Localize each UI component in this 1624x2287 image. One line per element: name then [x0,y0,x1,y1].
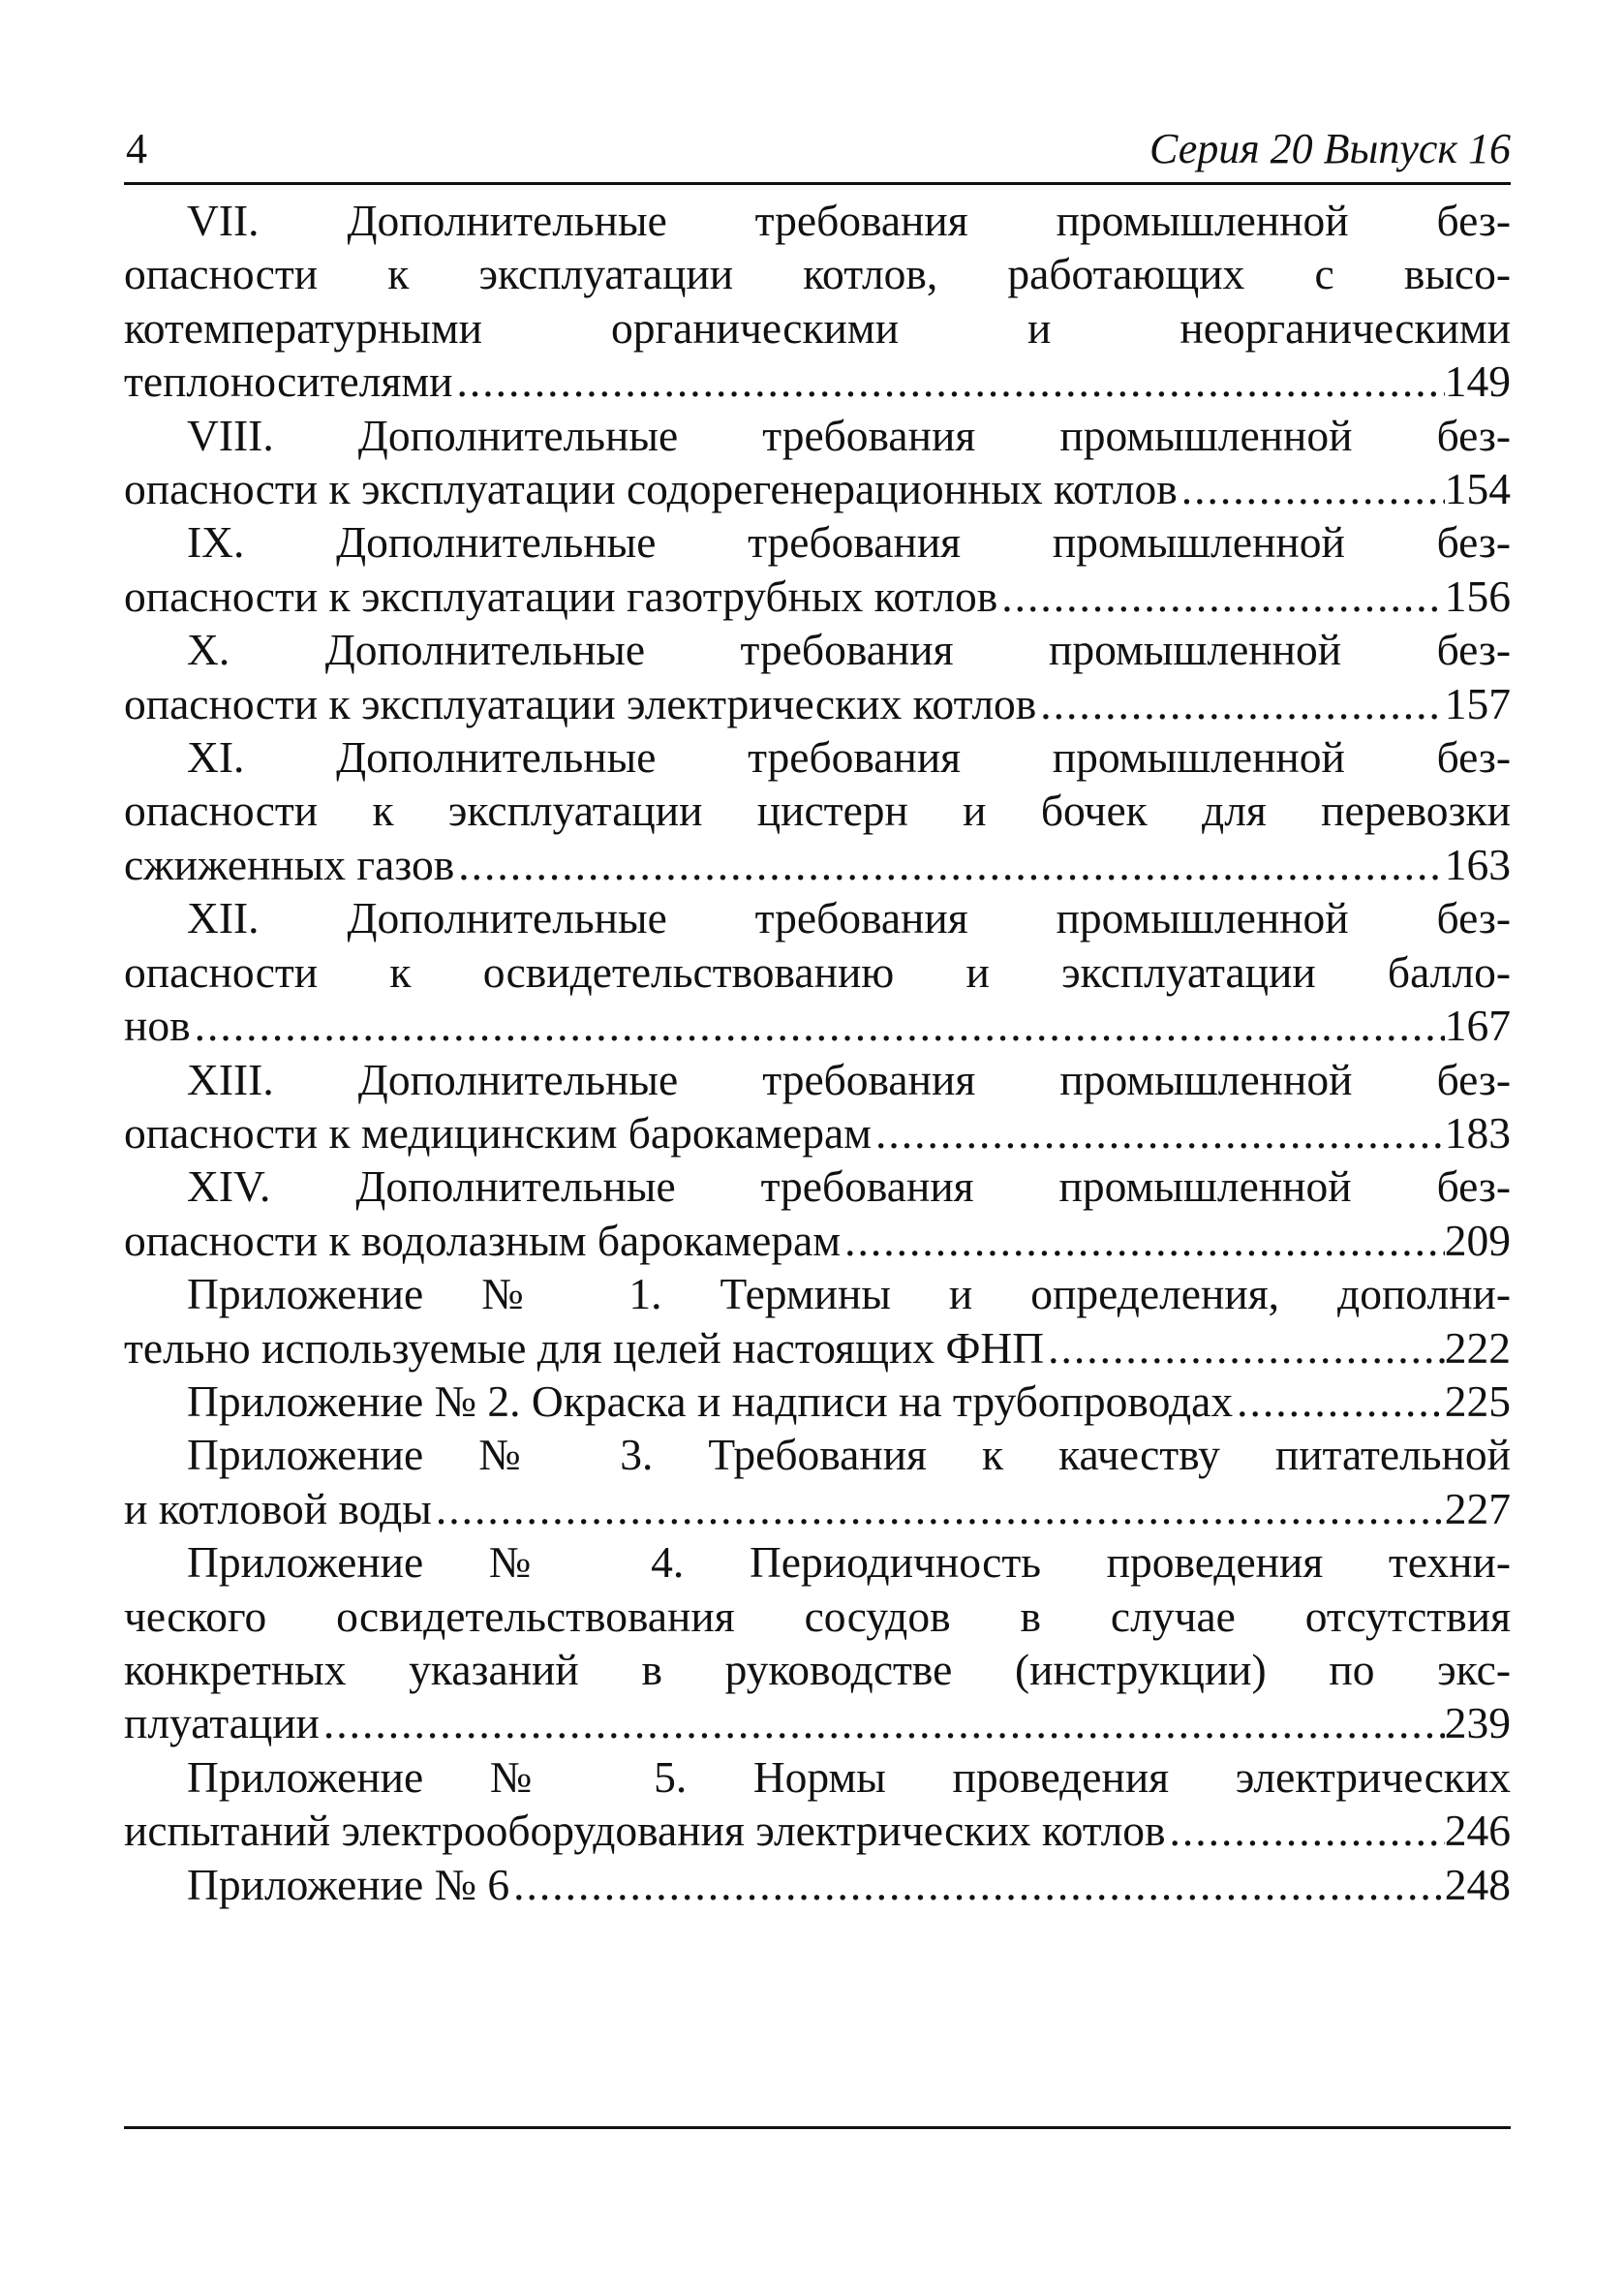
toc-page-number: 156 [1444,571,1511,621]
toc-entry-title-end: теплоносителями [124,356,453,407]
toc-entry-title-end: сжиженных газов [124,839,455,889]
toc-entry-last-line [124,1321,1511,1375]
dot-leader [1044,1321,1445,1375]
toc-entry-line: X. Дополнительные требования промышленной без- [187,625,1511,675]
toc-entry-title-end: нов [124,1001,191,1051]
toc-page-number: 248 [1444,1859,1511,1909]
toc-entry-line: XIV. Дополнительные требования промышленной без- [187,1161,1511,1212]
toc-entry-line: Приложение № 5. Нормы проведения электрических [187,1751,1511,1802]
toc-page-number: 154 [1444,464,1511,514]
toc-page-number: 239 [1444,1698,1511,1748]
toc-entry [124,194,1511,409]
toc-entry-last-line [124,1804,1511,1857]
toc-entry [124,409,1511,516]
toc-entry-last-line [124,1858,1511,1911]
dot-leader [997,570,1444,623]
toc-entry-title-end: испытаний электрооборудования электрических котлов [124,1806,1166,1856]
dot-leader [1233,1375,1445,1428]
toc-page-number: 167 [1444,1001,1511,1051]
page-number: 4 [126,125,147,172]
toc-entry [124,623,1511,730]
table-of-contents [124,194,1511,1911]
toc-entry [124,1267,1511,1375]
dot-leader [1178,462,1445,515]
dot-leader [1036,677,1444,730]
toc-entry-last-line [124,1482,1511,1535]
toc-entry-title-end: тельно используемые для целей настоящих ФНП [124,1322,1045,1373]
toc-entry [124,891,1511,1052]
dot-leader [872,1106,1445,1159]
toc-page-number: 246 [1444,1806,1511,1856]
toc-entry-last-line [124,838,1511,891]
toc-entry-last-line [124,1696,1511,1749]
toc-entry-title-end: Приложение № 2. Окраска и надписи на трубопроводах [187,1375,1234,1426]
running-head: Серия 20 Выпуск 16 [1149,125,1511,172]
toc-entry-line: XI. Дополнительные требования промышленной без- [187,732,1511,783]
dot-leader [432,1482,1445,1535]
dot-leader [191,999,1445,1052]
toc-entry-title-end: и котловой воды [124,1483,432,1533]
toc-entry [124,1053,1511,1160]
toc-entry-line: Приложение № 4. Периодичность проведения техни- [187,1537,1511,1588]
toc-entry-title-end: опасности к эксплуатации электрических котлов [124,678,1037,728]
toc-entry-line: VII. Дополнительные требования промышленной без- [187,196,1511,245]
toc-entry-line: Приложение № 3. Требования к качеству питательной [187,1430,1511,1480]
toc-entry-line: котемпературными органическими и неорганическими [124,302,1511,353]
dot-leader [841,1214,1445,1267]
toc-entry-line: опасности к освидетельствованию и эксплуатации балло- [124,946,1511,997]
toc-entry-title-end: плуатации [124,1698,320,1748]
toc-entry [124,1375,1511,1428]
toc-entry-last-line [124,1375,1511,1428]
page-header [124,118,1511,185]
toc-entry-line: опасности к эксплуатации цистерн и бочек для перевозки [124,786,1511,836]
toc-entry-title-end: опасности к медицинским барокамерам [124,1107,872,1158]
toc-entry [124,1858,1511,1911]
toc-entry-line: конкретных указаний в руководстве (инструкции) по экс- [124,1644,1511,1694]
toc-entry-title-end: опасности к эксплуатации газотрубных котлов [124,571,998,621]
toc-page-number: 157 [1444,678,1511,728]
toc-entry-line: XII. Дополнительные требования промышленной без- [187,893,1511,943]
toc-entry-last-line [124,462,1511,515]
toc-entry-last-line [124,1106,1511,1159]
toc-entry-line: IX. Дополнительные требования промышленной без- [187,517,1511,568]
dot-leader [454,838,1445,891]
toc-page-number: 222 [1444,1322,1511,1373]
toc-entry-title-end: Приложение № 6 [187,1859,510,1909]
toc-entry-last-line [124,677,1511,730]
bottom-rule [124,2126,1511,2129]
dot-leader [320,1696,1445,1749]
toc-entry-title-end: опасности к эксплуатации содорегенерационных котлов [124,464,1178,514]
toc-page-number: 163 [1444,839,1511,889]
toc-entry [124,730,1511,891]
toc-entry [124,1535,1511,1750]
dot-leader [509,1858,1445,1911]
toc-entry [124,1428,1511,1535]
toc-entry-line: Приложение № 1. Термины и определения, дополни- [187,1269,1511,1319]
toc-entry-line: VIII. Дополнительные требования промышленной без- [187,410,1511,460]
toc-entry-last-line [124,999,1511,1052]
toc-page-number: 209 [1444,1215,1511,1265]
toc-entry-line: ческого освидетельствования сосудов в случае отсутствия [124,1591,1511,1641]
toc-page-number: 227 [1444,1483,1511,1533]
dot-leader [1166,1804,1445,1857]
toc-entry [124,515,1511,623]
toc-page-number: 225 [1444,1375,1511,1426]
toc-entry [124,1750,1511,1858]
toc-page-number: 183 [1444,1107,1511,1158]
toc-entry [124,1159,1511,1267]
toc-entry-line: XIII. Дополнительные требования промышленной без- [187,1054,1511,1104]
toc-entry-last-line [124,355,1511,408]
toc-entry-last-line [124,570,1511,623]
toc-page-number: 149 [1444,356,1511,407]
toc-entry-line: опасности к эксплуатации котлов, работающих с высо- [124,249,1511,299]
toc-entry-last-line [124,1214,1511,1267]
toc-entry-title-end: опасности к водолазным барокамерам [124,1215,842,1265]
dot-leader [453,355,1445,408]
